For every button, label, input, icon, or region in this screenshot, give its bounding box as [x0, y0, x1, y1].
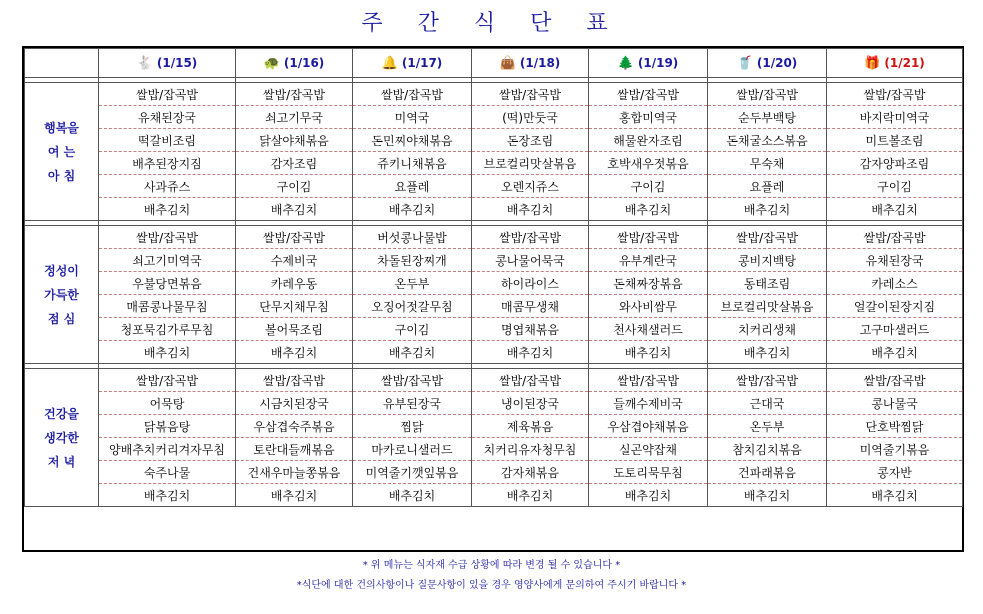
table-row [25, 392, 963, 415]
day-header [99, 49, 236, 78]
day-label: (1/17) [401, 55, 443, 70]
menu-item: 배추김치 [827, 341, 963, 364]
meal-label-line: 행복을 [44, 120, 79, 135]
menu-item: 배추김치 [99, 198, 236, 221]
menu-item: 콩비지백탕 [708, 249, 827, 272]
menu-item: 찜닭 [353, 415, 472, 438]
meal-label-line: 여 는 [47, 144, 76, 159]
menu-item: 천사채샐러드 [589, 318, 708, 341]
menu-item: 쌀밥/잡곡밥 [827, 226, 963, 249]
cup-icon: 🥤 [736, 55, 753, 71]
menu-item: 구이김 [827, 175, 963, 198]
menu-item: 쌀밥/잡곡밥 [99, 226, 236, 249]
menu-item: 어묵탕 [99, 392, 236, 415]
footer-notice-inquiry: *식단에 대한 건의사항이나 질문사항이 있을 경우 영양사에게 문의하여 주시기 바랍니다 * [296, 580, 687, 591]
table-row [25, 249, 963, 272]
menu-item: 콩나물국 [827, 392, 963, 415]
menu-item: 구이김 [236, 175, 353, 198]
menu-item: 홍합미역국 [589, 106, 708, 129]
menu-item: 콩나물어묵국 [472, 249, 589, 272]
menu-item: 감자조림 [236, 152, 353, 175]
day-header [827, 49, 963, 78]
menu-item: 우삼겹야채볶음 [589, 415, 708, 438]
day-label: (1/18) [519, 55, 561, 70]
menu-item: 쌀밥/잡곡밥 [827, 83, 963, 106]
menu-item: 쌀밥/잡곡밥 [353, 83, 472, 106]
menu-item: 쌀밥/잡곡밥 [589, 83, 708, 106]
menu-item: 건파래볶음 [708, 461, 827, 484]
menu-item: 배추김치 [472, 484, 589, 507]
menu-item: 배추김치 [99, 341, 236, 364]
menu-item: 배추김치 [827, 198, 963, 221]
menu-item: 카레소스 [827, 272, 963, 295]
menu-item: 쌀밥/잡곡밥 [708, 226, 827, 249]
menu-item: 단호박찜닭 [827, 415, 963, 438]
menu-item: 치커리생채 [708, 318, 827, 341]
meal-label-line: 건강을 [44, 406, 79, 421]
menu-item: 미역국 [353, 106, 472, 129]
table-row [25, 341, 963, 364]
weekly-menu-table [24, 48, 963, 507]
table-row [25, 106, 963, 129]
menu-item: 얼갈이된장지짐 [827, 295, 963, 318]
menu-item: 감자양파조림 [827, 152, 963, 175]
menu-item: 순두부백탕 [708, 106, 827, 129]
table-row [25, 484, 963, 507]
menu-item: 볼어묵조림 [236, 318, 353, 341]
menu-item: 쌀밥/잡곡밥 [472, 226, 589, 249]
menu-item: 배추된장지짐 [99, 152, 236, 175]
day-header [589, 49, 708, 78]
menu-item: 쌀밥/잡곡밥 [708, 83, 827, 106]
menu-item: 유부계란국 [589, 249, 708, 272]
menu-item: 배추김치 [472, 198, 589, 221]
turtle-icon: 🐢 [263, 55, 280, 71]
menu-item: 브로컬리맛살볶음 [708, 295, 827, 318]
meal-label [25, 369, 99, 507]
table-row [25, 295, 963, 318]
table-row [25, 438, 963, 461]
menu-item: 닭살야채볶음 [236, 129, 353, 152]
footer-notice-change: * 위 메뉴는 식자재 수급 상황에 따라 변경 될 수 있습니다 * [362, 560, 621, 571]
menu-item: 온두부 [708, 415, 827, 438]
menu-item: 와사비쌈무 [589, 295, 708, 318]
menu-item: 우삼겹숙주볶음 [236, 415, 353, 438]
menu-item: 쌀밥/잡곡밥 [589, 369, 708, 392]
menu-item: 배추김치 [708, 484, 827, 507]
menu-item: 쌀밥/잡곡밥 [472, 83, 589, 106]
table-row [25, 226, 963, 249]
meal-label-line: 저 녁 [47, 454, 76, 469]
menu-item: 배추김치 [589, 198, 708, 221]
menu-item: 바지락미역국 [827, 106, 963, 129]
menu-item: 카레우동 [236, 272, 353, 295]
menu-item: 쌀밥/잡곡밥 [353, 369, 472, 392]
bell-icon: 🔔 [381, 55, 398, 71]
rabbit-icon: 🐇 [136, 55, 153, 71]
menu-item: 콩자반 [827, 461, 963, 484]
meal-label-line: 정성이 [44, 263, 79, 278]
menu-item: 구이김 [589, 175, 708, 198]
menu-item: 수제비국 [236, 249, 353, 272]
menu-item: 감자채볶음 [472, 461, 589, 484]
present-icon: 🎁 [864, 55, 881, 71]
menu-item: 오징어젓갈무침 [353, 295, 472, 318]
table-row [25, 318, 963, 341]
menu-item: 돈장조림 [472, 129, 589, 152]
menu-item: 요플레 [708, 175, 827, 198]
menu-item: 돈채짜장볶음 [589, 272, 708, 295]
menu-item: 배추김치 [99, 484, 236, 507]
menu-item: 떡갈비조림 [99, 129, 236, 152]
menu-item: 제육볶음 [472, 415, 589, 438]
day-header [353, 49, 472, 78]
menu-item: 우불당면볶음 [99, 272, 236, 295]
menu-item: 미트볼조림 [827, 129, 963, 152]
menu-item: 쌀밥/잡곡밥 [99, 369, 236, 392]
table-row [25, 198, 963, 221]
menu-item: 배추김치 [827, 484, 963, 507]
menu-item: 닭볶음탕 [99, 415, 236, 438]
menu-item: 매콤콩나물무침 [99, 295, 236, 318]
menu-item: 돈채굴소스볶음 [708, 129, 827, 152]
meal-label-line: 가득한 [44, 287, 79, 302]
menu-item: 쌀밥/잡곡밥 [236, 369, 353, 392]
menu-item: 유부된장국 [353, 392, 472, 415]
menu-item: 토란대들깨볶음 [236, 438, 353, 461]
menu-item: 쥬키니채볶음 [353, 152, 472, 175]
day-label: (1/15) [156, 55, 198, 70]
menu-item: 들깨수제비국 [589, 392, 708, 415]
menu-item: 무숙채 [708, 152, 827, 175]
day-label: (1/19) [637, 55, 679, 70]
menu-item: 온두부 [353, 272, 472, 295]
table-row [25, 415, 963, 438]
menu-item: 쌀밥/잡곡밥 [827, 369, 963, 392]
menu-item: 배추김치 [708, 198, 827, 221]
menu-item: 유채된장국 [827, 249, 963, 272]
menu-item: 돈민찌야채볶음 [353, 129, 472, 152]
meal-label [25, 226, 99, 364]
meal-label-line: 점 심 [47, 311, 76, 326]
menu-item: 쌀밥/잡곡밥 [236, 226, 353, 249]
table-row [25, 461, 963, 484]
menu-item: 근대국 [708, 392, 827, 415]
menu-item: 마카로니샐러드 [353, 438, 472, 461]
menu-item: 쌀밥/잡곡밥 [708, 369, 827, 392]
menu-item: 도토리묵무침 [589, 461, 708, 484]
table-row [25, 369, 963, 392]
meal-label [25, 83, 99, 221]
menu-item: 배추김치 [589, 341, 708, 364]
menu-item: 배추김치 [353, 484, 472, 507]
bag-icon: 👜 [499, 55, 516, 71]
menu-item: 청포묵김가루무침 [99, 318, 236, 341]
menu-item: 사과쥬스 [99, 175, 236, 198]
menu-item: 요플레 [353, 175, 472, 198]
menu-item: 양배추치커리겨자무침 [99, 438, 236, 461]
menu-item: 동태조림 [708, 272, 827, 295]
menu-item: 쇠고기무국 [236, 106, 353, 129]
menu-item: 참치김치볶음 [708, 438, 827, 461]
meal-label-line: 아 침 [47, 168, 76, 183]
menu-item: 치커리유자청무침 [472, 438, 589, 461]
menu-item: 쌀밥/잡곡밥 [99, 83, 236, 106]
menu-item: 매콤무생채 [472, 295, 589, 318]
menu-item: 하이라이스 [472, 272, 589, 295]
menu-item: 고구마샐러드 [827, 318, 963, 341]
menu-item: 쇠고기미역국 [99, 249, 236, 272]
table-row [25, 152, 963, 175]
menu-item: 시금치된장국 [236, 392, 353, 415]
page-title: 주 간 식 단 표 [361, 11, 622, 36]
menu-item: 미역줄기깻잎볶음 [353, 461, 472, 484]
menu-item: 오렌지쥬스 [472, 175, 589, 198]
menu-item: 배추김치 [236, 341, 353, 364]
day-header [472, 49, 589, 78]
menu-item: 미역줄기볶음 [827, 438, 963, 461]
tree-icon: 🌲 [617, 55, 634, 71]
menu-item: 배추김치 [708, 341, 827, 364]
table-row [25, 129, 963, 152]
table-row [25, 175, 963, 198]
menu-item: 배추김치 [472, 341, 589, 364]
menu-item: 유채된장국 [99, 106, 236, 129]
day-label: (1/21) [884, 55, 925, 70]
menu-item: 냉이된장국 [472, 392, 589, 415]
menu-item: 배추김치 [353, 198, 472, 221]
header-corner [25, 49, 99, 78]
table-row [25, 83, 963, 106]
menu-item: 호박새우젓볶음 [589, 152, 708, 175]
day-header [236, 49, 353, 78]
menu-item: 쌀밥/잡곡밥 [589, 226, 708, 249]
menu-item: 건새우마늘쫑볶음 [236, 461, 353, 484]
day-label: (1/16) [283, 55, 325, 70]
menu-item: 실곤약잡채 [589, 438, 708, 461]
menu-item: 구이김 [353, 318, 472, 341]
menu-item: 차돌된장찌개 [353, 249, 472, 272]
menu-item: 배추김치 [236, 198, 353, 221]
menu-item: 해물완자조림 [589, 129, 708, 152]
day-header [708, 49, 827, 78]
menu-item: 배추김치 [589, 484, 708, 507]
menu-item: 배추김치 [236, 484, 353, 507]
menu-item: 쌀밥/잡곡밥 [472, 369, 589, 392]
table-row [25, 272, 963, 295]
menu-item: 숙주나물 [99, 461, 236, 484]
menu-item: 브로컬리맛살볶음 [472, 152, 589, 175]
menu-item: 배추김치 [353, 341, 472, 364]
menu-item: 단무지채무침 [236, 295, 353, 318]
menu-item: 버섯콩나물밥 [353, 226, 472, 249]
menu-item: 쌀밥/잡곡밥 [236, 83, 353, 106]
menu-item: (떡)만둣국 [472, 106, 589, 129]
meal-label-line: 생각한 [44, 430, 79, 445]
day-label: (1/20) [756, 55, 798, 70]
menu-item: 명엽채볶음 [472, 318, 589, 341]
